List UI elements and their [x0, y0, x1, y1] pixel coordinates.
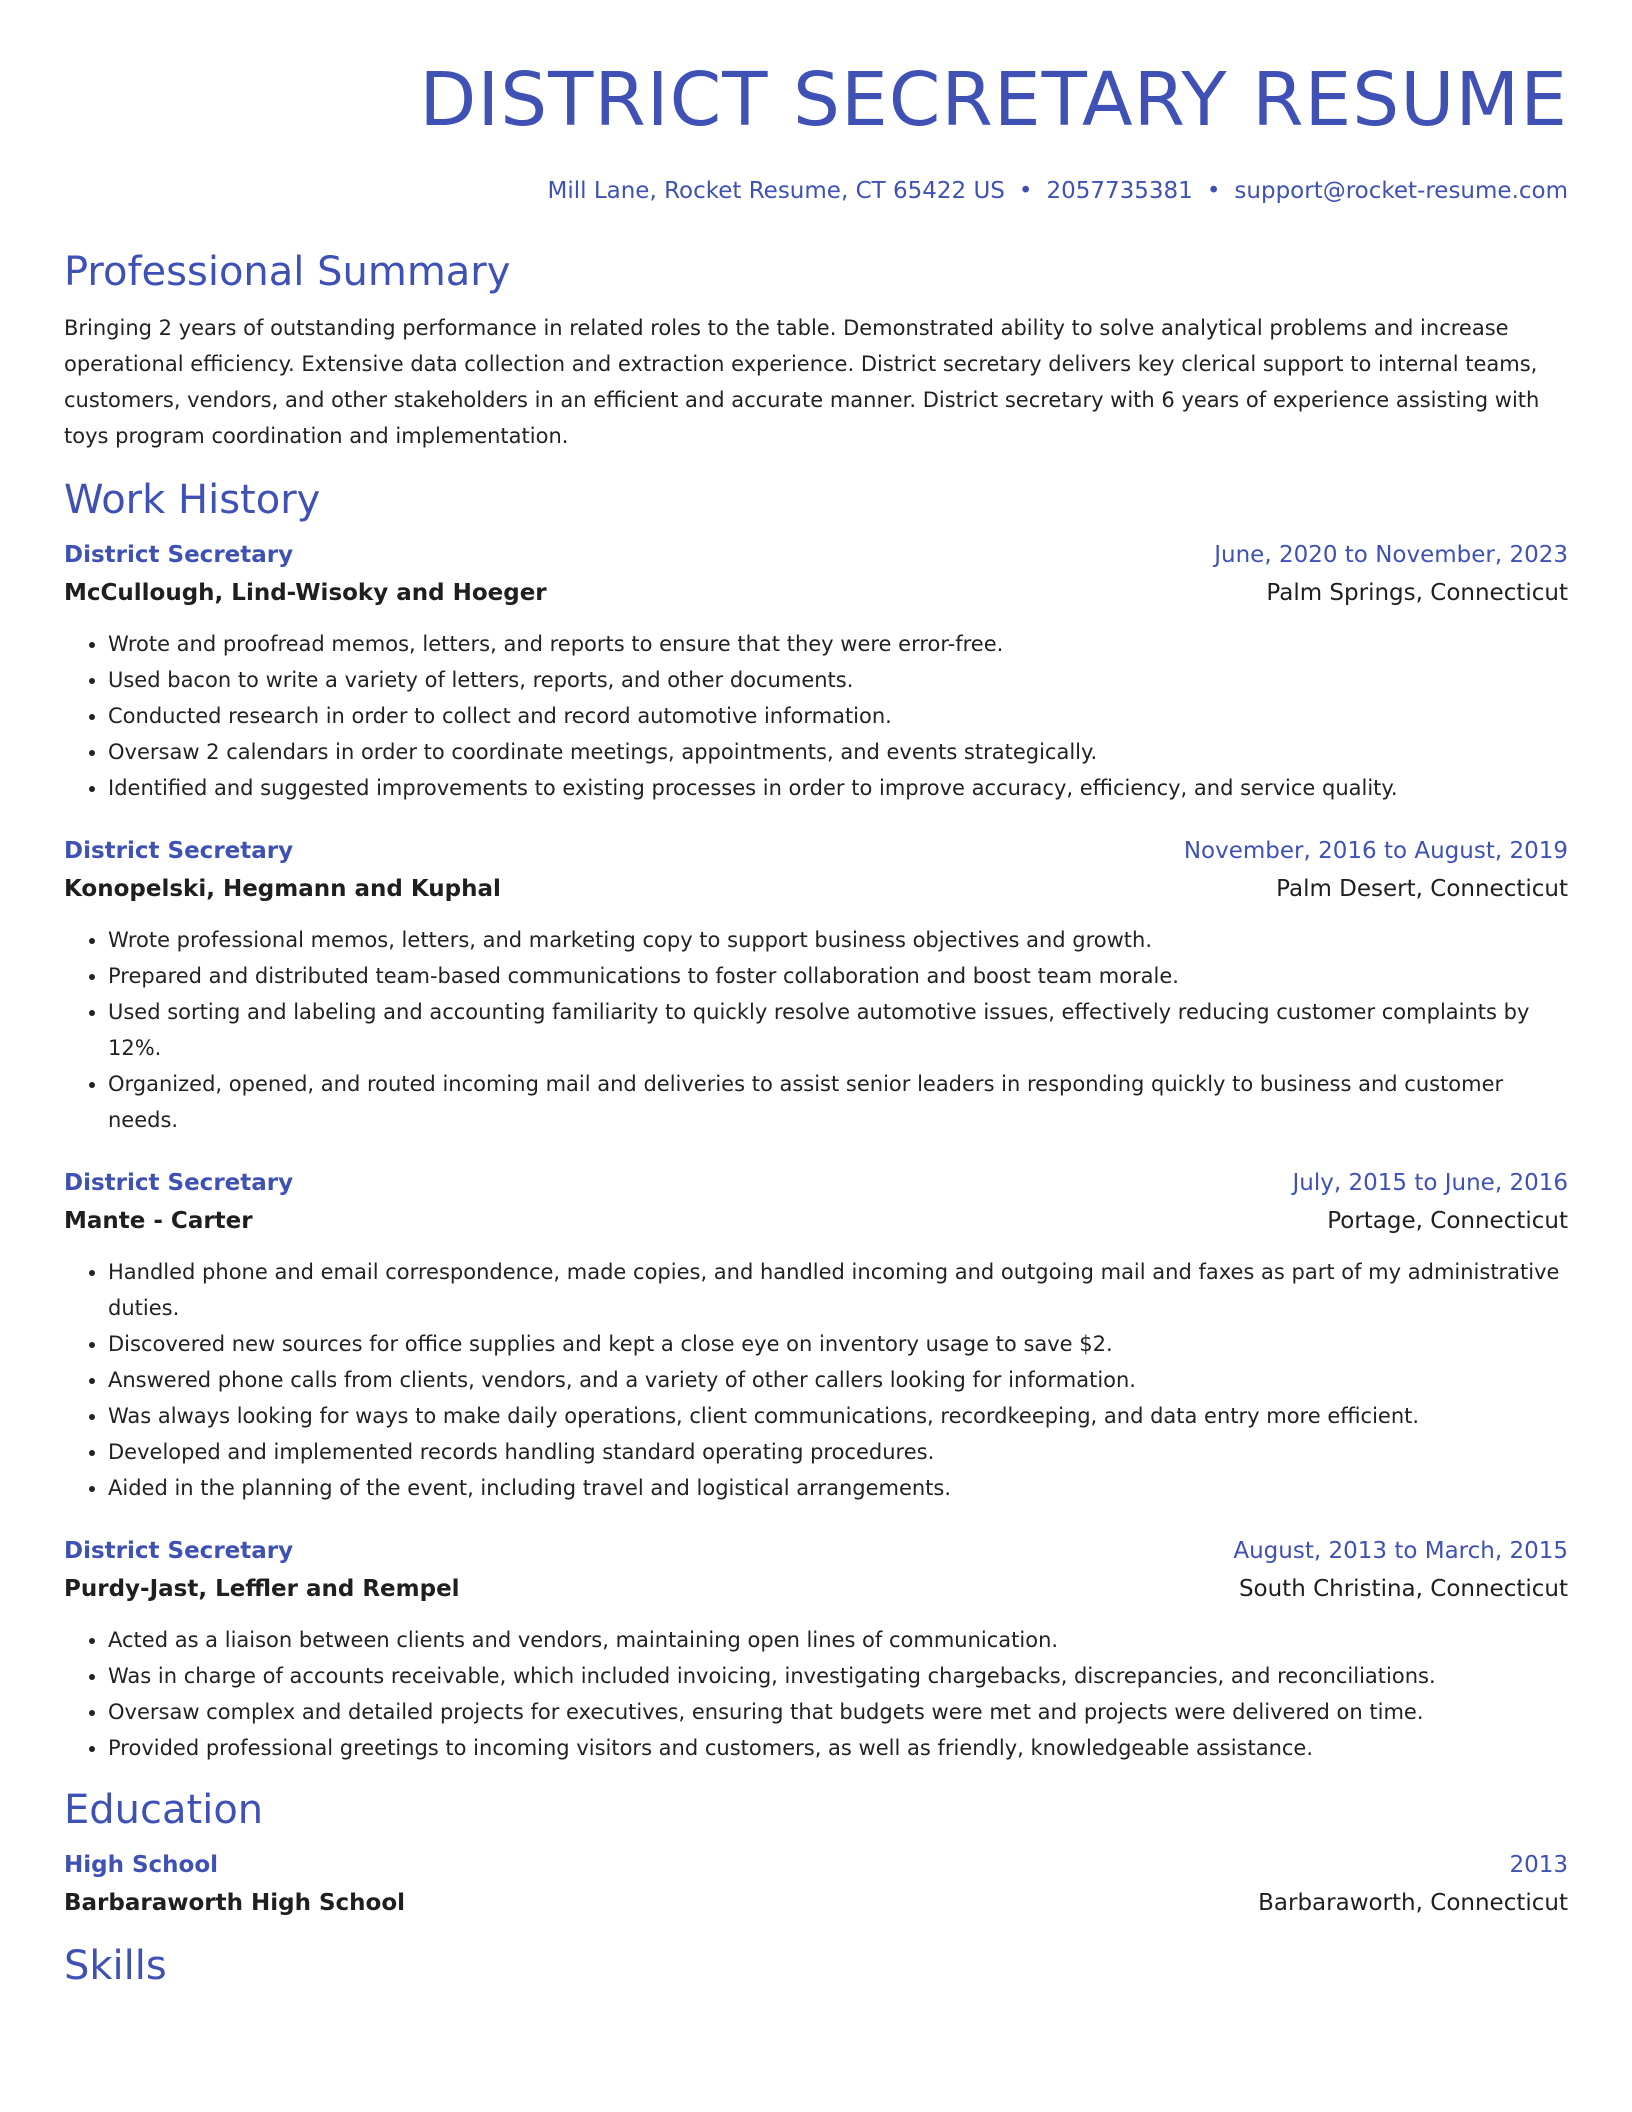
job-company-row [64, 870, 1568, 908]
job-dates: July, 2015 to June, 2016 [1292, 1170, 1568, 1196]
job-entry [64, 1532, 1568, 1766]
resume-header [64, 0, 1568, 206]
job-location: Palm Springs, Connecticut [1266, 580, 1568, 606]
job-bullet: • Acted as a liaison between clients and vendors, maintaining open lines of communication. [108, 1622, 1568, 1658]
job-bullet: • Organized, opened, and routed incoming mail and deliveries to assist senior leaders in responding quickly to business and customer needs. [108, 1066, 1568, 1138]
job-bullet: • Used bacon to write a variety of letters, reports, and other documents. [108, 662, 1568, 698]
job-bullet-list [64, 1622, 1568, 1766]
education-header-row [64, 1846, 1568, 1884]
job-role: District Secretary [64, 838, 294, 864]
job-location: Palm Desert, Connecticut [1276, 876, 1568, 902]
job-bullet: • Prepared and distributed team-based communications to foster collaboration and boost team morale. [108, 958, 1568, 994]
job-location: Portage, Connecticut [1327, 1208, 1568, 1234]
job-bullet: • Answered phone calls from clients, vendors, and a variety of other callers looking for information. [108, 1362, 1568, 1398]
job-bullet: • Wrote and proofread memos, letters, and reports to ensure that they were error-free. [108, 626, 1568, 662]
contact-separator: • [1018, 178, 1033, 204]
contact-separator: • [1206, 178, 1221, 204]
job-entry [64, 1164, 1568, 1506]
job-bullet: • Discovered new sources for office supplies and kept a close eye on inventory usage to save $2. [108, 1326, 1568, 1362]
job-bullet: • Conducted research in order to collect and record automotive information. [108, 698, 1568, 734]
section-title-education: Education [64, 1787, 264, 1833]
job-company-row [64, 574, 1568, 612]
job-header-row [64, 536, 1568, 574]
job-bullet: • Wrote professional memos, letters, and marketing copy to support business objectives and growth. [108, 922, 1568, 958]
education-year: 2013 [1509, 1852, 1568, 1878]
job-dates: November, 2016 to August, 2019 [1183, 838, 1568, 864]
job-role: District Secretary [64, 1170, 294, 1196]
job-entry [64, 832, 1568, 1138]
job-company: McCullough, Lind-Wisoky and Hoeger [64, 580, 547, 606]
job-header-row [64, 832, 1568, 870]
section-title-summary: Professional Summary [64, 249, 511, 295]
education-degree: High School [64, 1852, 219, 1878]
job-bullet: • Was in charge of accounts receivable, which included invoicing, investigating chargebacks, discrepancies, and reconciliations. [108, 1658, 1568, 1694]
job-bullet-list [64, 626, 1568, 806]
education-school-row [64, 1884, 1568, 1922]
job-bullet: • Oversaw complex and detailed projects for executives, ensuring that budgets were met and projects were delivered on time. [108, 1694, 1568, 1730]
job-entry [64, 536, 1568, 806]
job-bullet: • Oversaw 2 calendars in order to coordinate meetings, appointments, and events strategically. [108, 734, 1568, 770]
job-company: Purdy-Jast, Leffler and Rempel [64, 1576, 460, 1602]
job-dates: August, 2013 to March, 2015 [1233, 1538, 1568, 1564]
section-title-work-history: Work History [64, 477, 321, 523]
job-bullet: • Used sorting and labeling and accounting familiarity to quickly resolve automotive issues, effectively reducing customer complaints by 12%. [108, 994, 1568, 1066]
job-header-row [64, 1164, 1568, 1202]
section-title-skills: Skills [64, 1943, 167, 1989]
job-bullet: • Handled phone and email correspondence, made copies, and handled incoming and outgoing mail and faxes as part of my administrative duties. [108, 1254, 1568, 1326]
job-bullet: • Provided professional greetings to incoming visitors and customers, as well as friendly, knowledgeable assistance. [108, 1730, 1568, 1766]
job-header-row [64, 1532, 1568, 1570]
job-company-row [64, 1570, 1568, 1608]
contact-phone: 2057735381 [1046, 178, 1193, 204]
job-company: Mante - Carter [64, 1208, 253, 1234]
contact-address: Mill Lane, Rocket Resume, CT 65422 US [547, 178, 1005, 204]
education-location: Barbaraworth, Connecticut [1258, 1890, 1568, 1916]
job-role: District Secretary [64, 542, 294, 568]
job-location: South Christina, Connecticut [1238, 1576, 1568, 1602]
job-bullet-list [64, 922, 1568, 1138]
job-bullet-list [64, 1254, 1568, 1506]
education-entry [64, 1846, 1568, 1922]
contact-email: support@rocket-resume.com [1234, 178, 1568, 204]
summary-text: Bringing 2 years of outstanding performance in related roles to the table. Demonstrated ability to solve analytical problems and increase operational efficiency. Extensive data collection and extraction experience. District secretary delivers key clerical support to internal teams, customers, vendors, and other stakeholders in an efficient and accurate manner. District secretary with 6 years of experience assisting with toys program coordination and implementation. [64, 316, 1540, 448]
job-bullet: • Aided in the planning of the event, including travel and logistical arrangements. [108, 1470, 1568, 1506]
resume-title: DISTRICT SECRETARY RESUME [419, 57, 1568, 143]
work-history-list [64, 536, 1568, 1766]
job-bullet: • Identified and suggested improvements to existing processes in order to improve accuracy, efficiency, and service quality. [108, 770, 1568, 806]
job-bullet: • Developed and implemented records handling standard operating procedures. [108, 1434, 1568, 1470]
contact-line [64, 176, 1568, 206]
job-dates: June, 2020 to November, 2023 [1214, 542, 1568, 568]
job-role: District Secretary [64, 1538, 294, 1564]
education-school: Barbaraworth High School [64, 1890, 406, 1916]
job-company: Konopelski, Hegmann and Kuphal [64, 876, 501, 902]
job-bullet: • Was always looking for ways to make daily operations, client communications, recordkeeping, and data entry more efficient. [108, 1398, 1568, 1434]
job-company-row [64, 1202, 1568, 1240]
